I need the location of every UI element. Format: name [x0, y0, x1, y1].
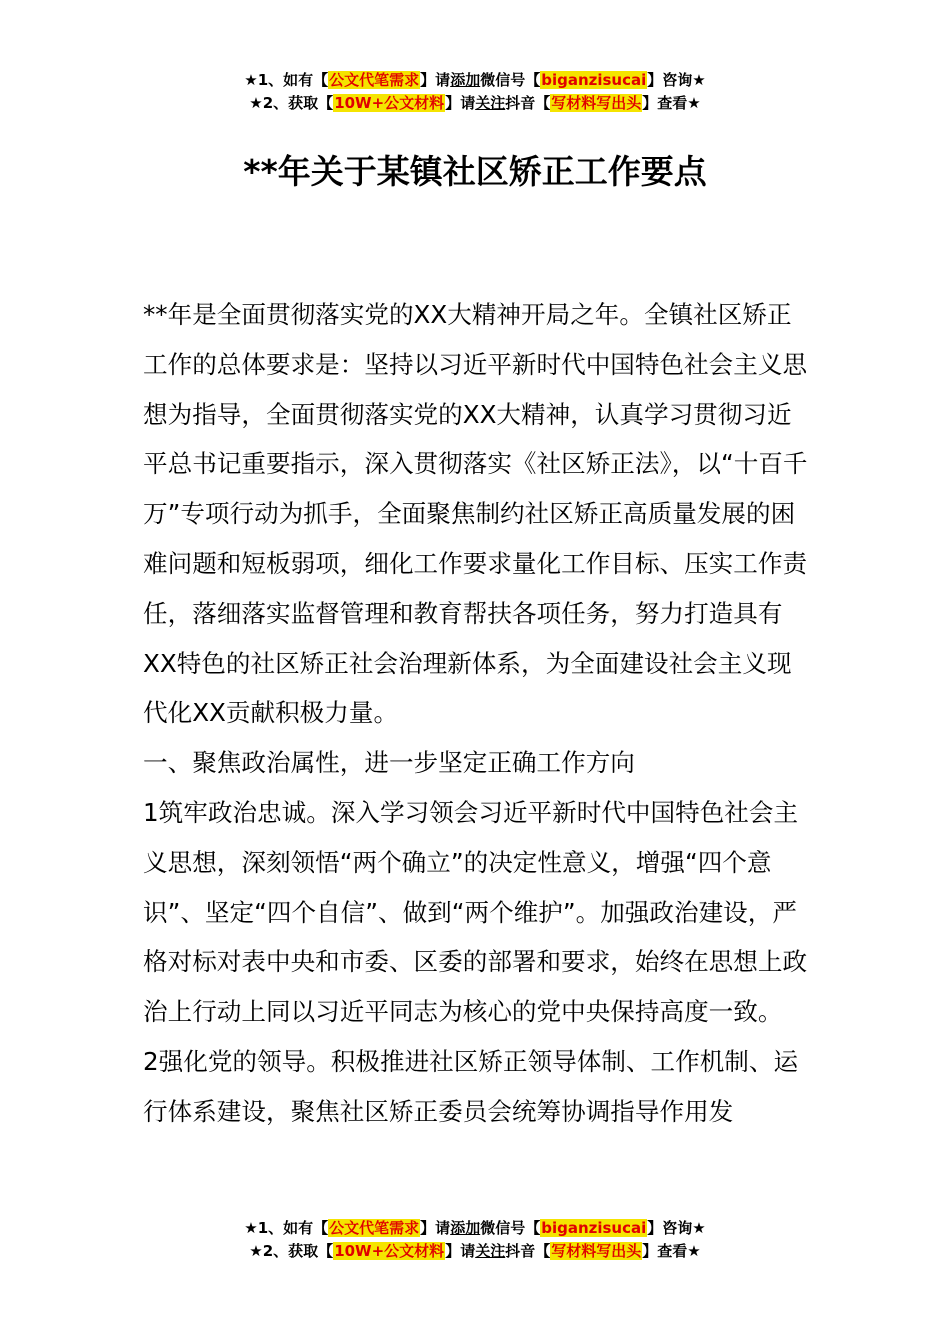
highlight-materials: 10W+公文材料 [334, 1242, 445, 1260]
highlight-materials: 10W+公文材料 [334, 94, 445, 112]
promo-banner-top [0, 69, 950, 115]
highlight-ghostwriting: 公文代笔需求 [329, 71, 420, 89]
promo-line-2: ★2、获取【10W+公文材料】请关注抖音【写材料写出头】查看★ [249, 1242, 701, 1260]
intro-paragraph: **年是全面贯彻落实党的XX大精神开局之年。全镇社区矫正工作的总体要求是：坚持以习近平新时代中国特色社会主义思想为指导，全面贯彻落实党的XX大精神，认真学习贯彻习近平总书记重要指示，深入贯彻落实《社区矫正法》，以“十百千万”专项行动为抓手，全面聚焦制约社区矫正高质量发展的困难问题和短板弱项，细化工作要求量化工作目标、压实工作责任，落细落实监督管理和教育帮扶各项任务，努力打造具有XX特色的社区矫正社会治理新体系，为全面建设社会主义现代化XX贡献积极力量。 [143, 300, 808, 728]
highlight-douyin-account: 写材料写出头 [551, 1242, 642, 1260]
highlight-douyin-account: 写材料写出头 [551, 94, 642, 112]
item-paragraph: 2强化党的领导。积极推进社区矫正领导体制、工作机制、运行体系建设，聚焦社区矫正委员会统筹协调指导作用发 [143, 1046, 799, 1126]
document-title: **年关于某镇社区矫正工作要点 [243, 152, 707, 191]
section-heading: 一、聚焦政治属性，进一步坚定正确工作方向 [143, 748, 635, 778]
promo-line-1: ★1、如有【公文代笔需求】请添加微信号【biganzisucai】咨询★ [244, 1219, 706, 1237]
promo-line-1: ★1、如有【公文代笔需求】请添加微信号【biganzisucai】咨询★ [244, 71, 706, 89]
highlight-ghostwriting: 公文代笔需求 [329, 1219, 420, 1237]
highlight-wechat-id: biganzisucai [541, 1219, 647, 1237]
item-paragraph: 1筑牢政治忠诚。深入学习领会习近平新时代中国特色社会主义思想，深刻领悟“两个确立”的决定性意义，增强“四个意识”、坚定“四个自信”、做到“两个维护”。加强政治建设，严格对标对表中央和市委、区委的部署和要求，始终在思想上政治上行动上同以习近平同志为核心的党中央保持高度一致。 [143, 797, 808, 1027]
promo-line-2: ★2、获取【10W+公文材料】请关注抖音【写材料写出头】查看★ [249, 94, 701, 112]
document-body [143, 290, 809, 1137]
highlight-wechat-id: biganzisucai [541, 71, 647, 89]
promo-banner-bottom [0, 1217, 950, 1263]
